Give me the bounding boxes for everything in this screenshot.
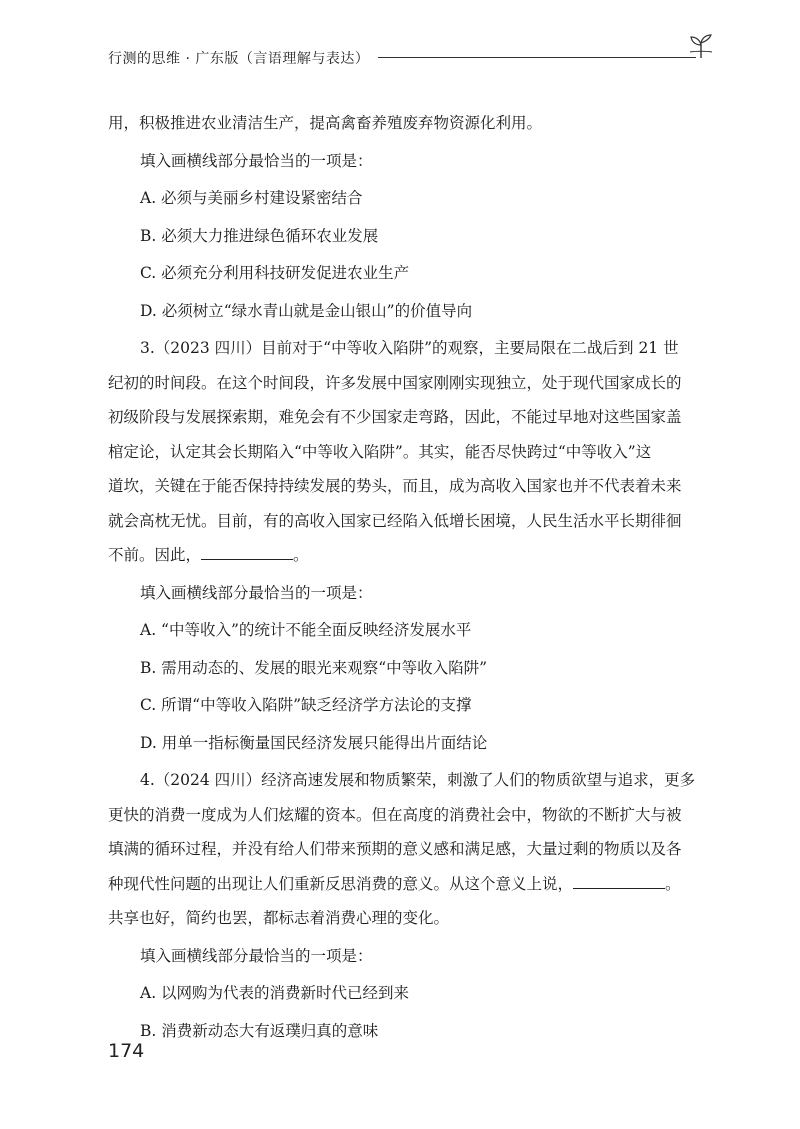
answer-blank <box>201 546 293 560</box>
question-3-line-3: 初级阶段与发展探索期，难免会有不少国家走弯路，因此，不能过早地对这些国家盖 <box>108 408 682 426</box>
question-3-option-a: A. “中等收入”的统计不能全面反映经济发展水平 <box>140 621 472 639</box>
question-3-line-4: 棺定论，认定其会长期陷入“中等收入陷阱”。其实，能否尽快跨过“中等收入”这 <box>108 442 652 461</box>
sprout-icon <box>688 32 714 60</box>
question-3-option-d: D. 用单一指标衡量国民经济发展只能得出片面结论 <box>140 733 488 752</box>
question-3-text-after-blank: 。 <box>293 546 309 564</box>
page-content <box>108 106 702 1048</box>
question-4-line-4 <box>108 867 702 902</box>
question-4-prompt: 填入画横线部分最恰当的一项是： <box>140 946 373 965</box>
question-4-line-5: 共享也好，简约也罢，都标志着消费心理的变化。 <box>108 909 450 927</box>
question-3-line-6: 就会高枕无忧。目前，有的高收入国家已经陷入低增长困境，人民生活水平长期徘徊 <box>108 511 682 530</box>
question-3-prompt: 填入画横线部分最恰当的一项是： <box>140 583 373 602</box>
question-3-option-b: B. 需用动态的、发展的眼光来观察“中等收入陷阱” <box>140 658 488 677</box>
question-3-option-c: C. 所谓“中等收入陷阱”缺乏经济学方法论的支撑 <box>140 696 472 714</box>
question-4-text-before-blank: 种现代性问题的出现让人们重新反思消费的意义。从这个意义上说， <box>108 874 574 893</box>
question-3-text-before-blank: 不前。因此， <box>108 546 202 564</box>
question-prev-option-b: B. 必须大力推进绿色循环农业发展 <box>140 226 379 245</box>
question-3-line-2: 纪初的时间段。在这个时间段，许多发展中国家刚刚实现独立，处于现代国家成长的 <box>108 373 682 392</box>
answer-blank <box>573 875 665 889</box>
question-4-line-1: 4.（2024 四川）经济高速发展和物质繁荣，刺激了人们的物质欲望与追求，更多 <box>140 771 696 789</box>
question-4-line-3: 填满的循环过程，并没有给人们带来预期的意义感和满足感，大量过剩的物质以及各 <box>108 840 682 858</box>
page-number: 174 <box>108 1040 145 1062</box>
question-prev-option-d: D. 必须树立“绿水青山就是金山银山”的价值导向 <box>140 301 473 320</box>
question-prev-prompt: 填入画横线部分最恰当的一项是： <box>140 151 373 170</box>
question-3-line-7 <box>108 538 702 573</box>
question-4-line-2: 更快的消费一度成为人们炫耀的资本。但在高度的消费社会中，物欲的不断扩大与被 <box>108 805 682 824</box>
question-prev-option-a: A. 必须与美丽乡村建设紧密结合 <box>140 189 363 207</box>
question-4-text-after-blank: 。 <box>665 874 681 893</box>
header-title: 行测的思维 · 广东版（言语理解与表达） <box>108 51 370 67</box>
question-4-option-b: B. 消费新动态大有返璞归真的意味 <box>140 1021 379 1040</box>
question-3-line-1: 3.（2023 四川）目前对于“中等收入陷阱”的观察，主要局限在二战后到 21 世 <box>140 339 679 357</box>
question-3-line-5: 道坎，关键在于能否保持持续发展的势头，而且，成为高收入国家也并不代表着未来 <box>108 477 682 495</box>
question-4-option-a: A. 以网购为代表的消费新时代已经到来 <box>140 984 410 1002</box>
question-prev-option-c: C. 必须充分利用科技研发促进农业生产 <box>140 264 410 282</box>
question-prev-tail: 用，积极推进农业清洁生产，提高禽畜养殖废弃物资源化利用。 <box>108 114 543 132</box>
page-header <box>108 40 708 72</box>
header-rule <box>378 57 696 58</box>
